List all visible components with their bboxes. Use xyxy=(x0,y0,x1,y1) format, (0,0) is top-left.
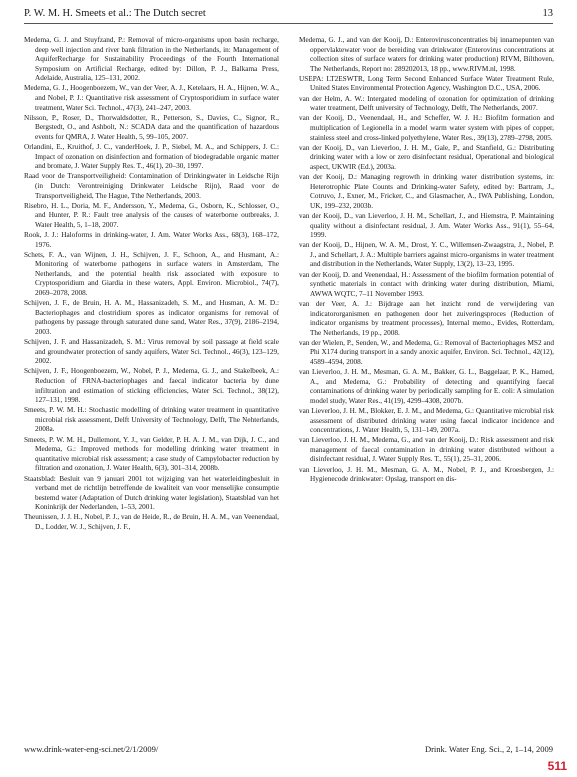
reference-entry: USEPA: LT2ESWTR, Long Term Second Enhanced Surface Water Treatment Rule, United States Environmental Protection Agency, Washington D.C., USA, 2006. xyxy=(299,74,554,93)
reference-entry: Schets, F. A., van Wijnen, J. H., Schijven, J. F., Schoon, A., and Husmant, A.: Monitoring of waterborne pathogens in surface waters in Amsterdam, The Netherlands, and the potential health risk associated with exposure to Cryptosporidium and Giardia in these waters, Appl. Environ. Microbiol., 74(7), 2069–2078, 2008. xyxy=(24,250,279,298)
reference-entry: Rook, J. J.: Haloforms in drinking-water, J. Am. Water Works Ass., 68(3), 168–172, 1976. xyxy=(24,231,279,249)
reference-entry: van Lieverloo, J. H. M., Medema, G., and van der Kooij, D.: Risk assessment and risk management of faecal contamination in drinking water distributed without a disinfectant residual, J. Water Supply Res. T., 55(1), 25–31, 2006. xyxy=(299,436,554,464)
reference-entry: Risebro, H. L., Doria, M. F., Andersson, Y., Medema, G., Osborn, K., Schlosser, O., and Hunter, P. R.: Fault tree analysis of the causes of waterborne outbreaks, J. Water Health, 5, 1–18, 2007. xyxy=(24,201,279,229)
reference-entry: van Lieverloo, J. H. M., Mesman, G. A. M., Nobel, P. J., and Kroesbergen, J.: Hygienecode drinkwater: Opslag, transport en dis- xyxy=(299,465,554,484)
reference-entry: van der Kooij, D., van Lieverloo, J. H. M., Schellart, J., and Hiemstra, P. Maintaining quality without a disinfectant residual, J. Am. Water Works Ass., 91(1), 55–64, 1999. xyxy=(299,211,554,240)
reference-entry: van der Kooij, D. and Veenendaal, H.: Assessment of the biofilm formation potential of synthetic materials in contact with drinking water during distribution, Miami, AWWA WQTC, 7–11 November 1993. xyxy=(299,270,554,298)
reference-entry: Medema, G. J. and Stuyfzand, P.: Removal of micro-organisms upon basin recharge, deep well injection and river bank filtration in the Netherlands, in: Management of AquiferRecharge for Sustainability Proceedings of the Fourth International Symposium on Artificial Recharge, edited by: Dillon, P. J., Balkama Press, Adelaide, Australia, 125–131, 2002. xyxy=(24,36,279,83)
reference-entry: van Lieverloo, J. H. M., Blokker, E. J. M., and Medema, G.: Quantitative microbial risk assessment of distributed drinking water using faecal indicator incidence and concentrations, J. Water Health, 5, 131–149, 2007a. xyxy=(299,407,554,435)
reference-entry: Schijven, J. F. and Hassanizadeh, S. M.: Virus removal by soil passage at field scale and groundwater protection of sandy aquifers, Water Sci. Technol., 46(3), 123–129, 2002. xyxy=(24,338,279,366)
reference-column-left xyxy=(24,36,279,533)
reference-entry: van der Kooij, D., van Lieverloo, J. H. M., Gale, P., and Stanfield, G.: Distributing drinking water with a low or zero disinfectant residual, Operational and biological aspect, UKWIR (Ed.), 2003a. xyxy=(299,143,554,171)
reference-entry: Schijven, J. F., Hoogenboezem, W., Nobel, P. J., Medema, G. J., and Stakelbeek, A.: Reduction of FRNA-bacteriophages and faecal indicator bacteria by dune infiltration and estimation of sticking efficiencies, Water Sci. Technol., 38(12), 127–131, 1998. xyxy=(24,367,279,405)
reference-entry: van der Veer, A. J.: Bijdrage aan het inzicht rond de verwijdering van indicatororganismen en pathogenen door het zuiveringsproces (Reduction of indicator organisms by treatment processes), Internal memo., Evides, Rotterdam, The Netherlands, 19 pp., 2008. xyxy=(299,299,554,337)
reference-entry: van der Kooij, D., Veenendaal, H., and Scheffer, W. J. H.: Biofilm formation and multiplication of Legionella in a model warm water system with pipes of copper, stainless steel and cross-linked polyethylene, Water Res., 39(13), 2789–2798, 2005. xyxy=(299,114,554,142)
page-number: 13 xyxy=(542,8,553,19)
page-footer xyxy=(24,743,553,755)
reference-entry: Nilsson, P., Roser, D., Thorwaldsdotter, R., Petterson, S., Davies, C., Signor, R., Bergstedt, O., and Ashbolt, N.: SCADA data and the quantification of hazardous events for QMRA, J. Water Health, 5, 99–105, 2007. xyxy=(24,113,279,141)
reference-entry: Medema, G. J., Hoogenboezem, W., van der Veer, A. J., Ketelaars, H. A., Hijnen, W. A., and Nobel, P. J.: Quantitative risk assessment of Cryptosporidium in surface water treatment, Water Sci. Technol., 47(3), 241–247, 2003. xyxy=(24,84,279,112)
page-stamp-number: 511 xyxy=(547,759,567,773)
reference-entry: van der Helm, A. W.: Intergated modeling of ozonation for optimization of drinking water treatment, Delft university of Technology, Delft, The Netherlands, 2007. xyxy=(299,94,554,113)
reference-entry: Raad voor de Transportveiligheid: Contamination of Drinkingwater in Leidsche Rijn (in Dutch: Verontreiniging Drinkwater Leidsche Rijn), Raad voor de Transportveiligheid, The Hague, Tthe Netherlands, 2003. xyxy=(24,172,279,200)
header-rule xyxy=(24,23,553,24)
reference-column-right xyxy=(299,36,554,485)
reference-entry: Smeets, P. W. M. H.: Stochastic modelling of drinking water treatment in quantitative microbial risk assessment, Delft University of Technology, Delft, The Nehterlands, 2008a. xyxy=(24,406,279,434)
reference-entry: van der Kooij, D.: Managing regrowth in drinking water distribution systems, in: Heterotrophic Plate Counts and Drinking-water Safety, edited by: Bartram, J., Cotruvo, J., Exner, M., Fricker, C., and Glasmacher, A., IWA Publishing, London, UK, 199–232, 2003b. xyxy=(299,173,554,210)
reference-entry: Medema, G. J., and van der Kooij, D.: Enterovirusconcentraties bij innamepunten van oppervlaktewater voor de bereiding van drinkwater (Enterovirus concentrations at collection sites of surface waters for drinking water production) RIVM, Bilthoven, The Netherlands, Report no: 289202013, 18 pp., www.RIVM.nl, 1998. xyxy=(299,36,554,73)
reference-entry: Smeets, P. W. M. H., Dullemont, Y. J., van Gelder, P. H. A. J. M., van Dijk, J. C., and Medema, G.: Improved methods for modelling drinking water treatment in quantitative microbial risk assessment; a case study of Campylobacter reduction by filtration and ozonation, J. Water Health, 6(3), 301–314, 2008b. xyxy=(24,435,279,473)
reference-entry: van der Kooij, D., Hijnen, W. A. M., Drost, Y. C., Willemsen-Zwaagstra, J., Nobel, P. J., and Schellart, J. A.: Multiple barriers against micro-organisms in water treatment and distribution in the Netherlands, Water Supply, 13(2), 13–23, 1995. xyxy=(299,241,554,269)
reference-entry: Staatsblad: Besluit van 9 januari 2001 tot wijziging van het waterleidingbesluit in verband met de richtlijn betreffende de kwaliteit van voor menselijke consumptie bestemd water (Adaptation of Dutch drinking water legislation), Staatsblad van het Koninkrijk der Nederlanden, 1–53, 2001. xyxy=(24,474,279,512)
running-header xyxy=(24,6,553,22)
reference-entry: Theunissen, J. J. H., Nobel, P. J., van de Heide, R., de Bruin, H. A. M., van Veenendaal, D., Lodder, W. J., Schijven, J. F., xyxy=(24,513,279,531)
running-title: P. W. M. H. Smeets et al.: The Dutch secret xyxy=(24,8,206,19)
reference-entry: van der Wielen, P., Senden, W., and Medema, G.: Removal of Bacteriophages MS2 and Phi X174 during transport in a sandy anoxic aquifer, Environ. Sci. Technol., 42(12), 4589–4594, 2008. xyxy=(299,338,554,366)
reference-entry: Orlandini, E., Kruithof, J. C., vanderHoek, J. P., Siebel, M. A., and Schippers, J. C.: Impact of ozonation on disinfection and formation of biodegradable organic matter and bromate, J. Water Supply Res. T., 46(1), 20–30, 1997. xyxy=(24,143,279,171)
footer-url[interactable]: www.drink-water-eng-sci.net/2/1/2009/ xyxy=(24,744,159,754)
reference-entry: Schijven, J. F., de Bruin, H. A. M., Hassanizadeh, S. M., and Husman, A. M. D.: Bacteriophages and clostridium spores as indicator organisms for removal of pathogens by passage through saturated dune sand, Water Res., 37(9), 2186–2194, 2003. xyxy=(24,299,279,336)
reference-entry: van Lieverloo, J. H. M., Mesman, G. A. M., Bakker, G. L., Baggelaar, P. K., Hamed, A., and Medema, G.: Probability of detecting and quantifying faecal contaminations of drinking water by periodically sampling for E. coli: A simulation model study, Water Res., 41(19), 4299–4308, 2007b. xyxy=(299,368,554,405)
footer-citation: Drink. Water Eng. Sci., 2, 1–14, 2009 xyxy=(424,744,553,754)
